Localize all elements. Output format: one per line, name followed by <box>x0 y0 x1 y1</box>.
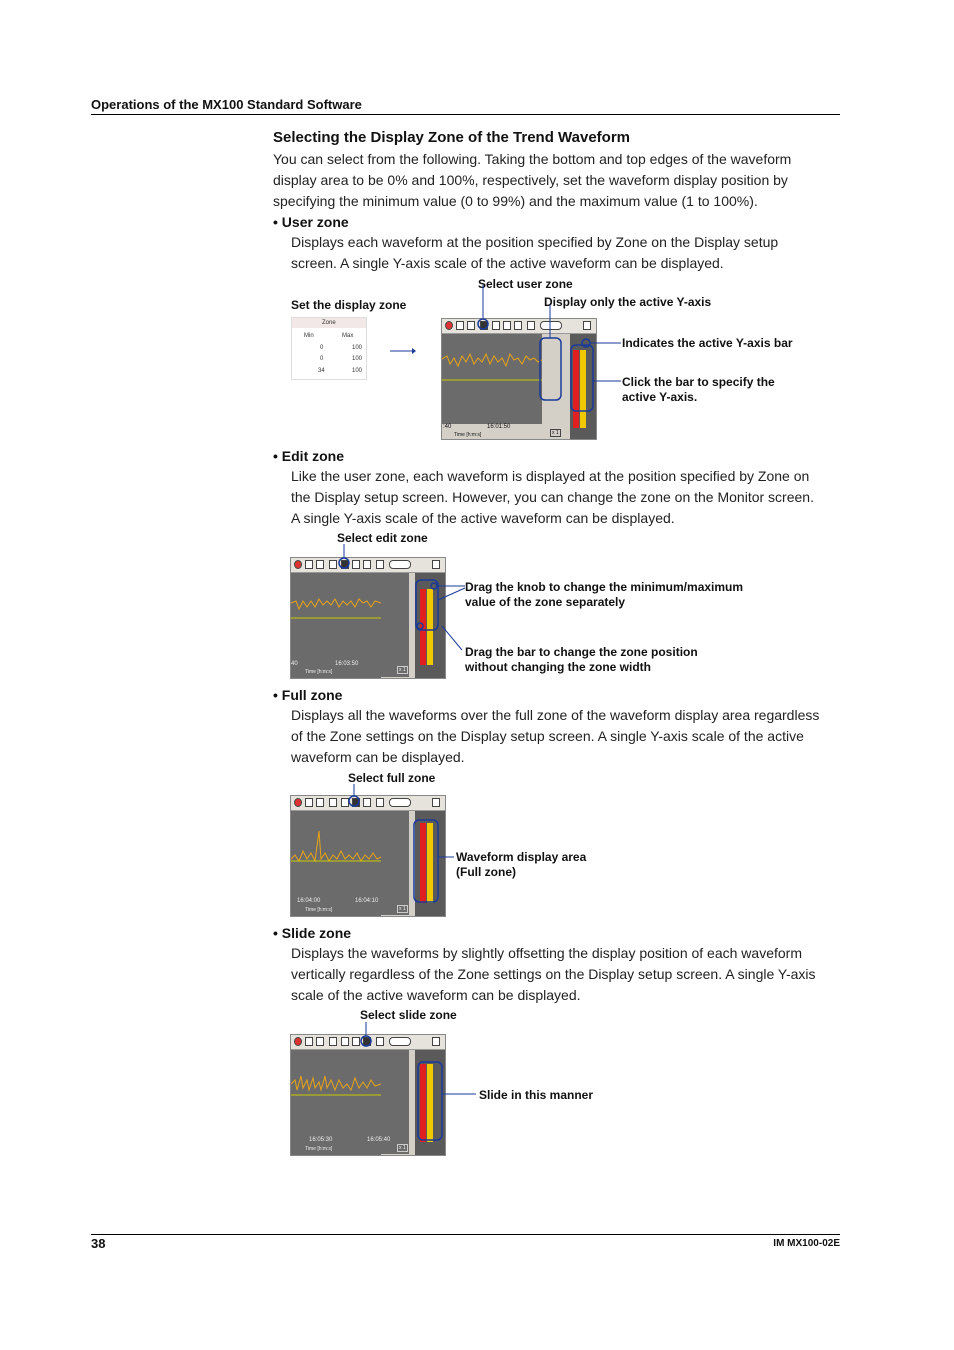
callout-line: without changing the zone width <box>465 660 651 674</box>
edit-zone-paragraph <box>291 466 814 529</box>
callout-drag-bar <box>465 645 698 675</box>
user-zone-icon[interactable] <box>329 1037 337 1046</box>
time-label: Time [h:m:s] <box>305 1146 333 1152</box>
running-header: Operations of the MX100 Standard Software <box>91 97 362 112</box>
zone-cell[interactable]: 0 <box>320 345 324 351</box>
time-label: Time [h:m:s] <box>454 432 482 438</box>
callout-set-display-zone: Set the display zone <box>291 298 407 312</box>
zone-cell[interactable]: 0 <box>320 356 324 362</box>
user-zone-paragraph <box>291 232 778 274</box>
edit-zone-line: the Display setup screen. However, you can change the zone on the Monitor screen. <box>291 489 814 505</box>
zone-col-min: Min <box>304 333 314 339</box>
scale-indicator: x 1 <box>399 906 406 912</box>
callout-drag-knob <box>465 580 743 610</box>
full-zone-line: Displays all the waveforms over the full zone of the waveform display area regardless <box>291 707 820 723</box>
record-icon[interactable] <box>294 1037 302 1046</box>
zone-col-max: Max <box>342 333 354 339</box>
callout-line: Waveform display area <box>456 850 587 864</box>
callout-click-bar <box>622 375 775 405</box>
time-tick: 16:04:00 <box>297 898 321 904</box>
callout-line: (Full zone) <box>456 865 516 879</box>
zone-cell[interactable]: 100 <box>352 345 363 351</box>
edit-zone-callout-lines <box>330 540 470 660</box>
scale-indicator: x 1 <box>399 1145 406 1151</box>
edit-zone-line: A single Y-axis scale of the active waveform can be displayed. <box>291 510 675 526</box>
section-title: Selecting the Display Zone of the Trend Waveform <box>273 129 631 146</box>
intro-paragraph <box>273 149 791 212</box>
header-rule <box>91 114 840 115</box>
callout-line: value of the zone separately <box>465 595 626 609</box>
callout-select-edit-zone: Select edit zone <box>337 531 428 545</box>
slide-zone-paragraph <box>291 943 816 1006</box>
callout-line: Drag the knob to change the minimum/maximum <box>465 580 744 594</box>
edit-zone-line: Like the user zone, each waveform is displayed at the position specified by Zone on <box>291 468 810 484</box>
callout-select-full-zone: Select full zone <box>348 771 436 785</box>
slide-zone-heading: • Slide zone <box>273 925 352 941</box>
full-zone-callout-lines <box>330 780 470 900</box>
callout-indicates-active-bar: Indicates the active Y-axis bar <box>622 336 793 350</box>
time-tick: 16:01:50 <box>487 424 511 430</box>
scale-indicator: x 1 <box>552 430 559 436</box>
time-tick: 16:04:10 <box>355 898 379 904</box>
zoom-out-icon[interactable] <box>316 1037 324 1046</box>
time-axis <box>442 424 542 439</box>
time-tick: :40 <box>443 424 452 430</box>
zoom-in-icon[interactable] <box>305 560 313 569</box>
slide-zone-line: scale of the active waveform can be displayed. <box>291 987 581 1003</box>
callout-select-user-zone: Select user zone <box>478 277 573 291</box>
user-zone-line: screen. A single Y-axis scale of the active waveform can be displayed. <box>291 255 724 271</box>
slide-zone-callout-lines <box>340 1018 490 1118</box>
full-zone-heading: • Full zone <box>273 687 343 703</box>
time-tick: 16:03:50 <box>335 661 359 667</box>
callout-slide-manner: Slide in this manner <box>479 1088 594 1102</box>
callout-line: active Y-axis. <box>622 390 698 404</box>
slide-zone-line: Displays the waveforms by slightly offsetting the display position of each waveform <box>291 945 802 961</box>
time-tick: 40 <box>291 661 298 667</box>
user-zone-heading: • User zone <box>273 214 349 230</box>
full-zone-paragraph <box>291 705 819 768</box>
time-label: Time [h:m:s] <box>305 907 333 913</box>
zone-cell[interactable]: 34 <box>318 368 325 374</box>
callout-line: Click the bar to specify the <box>622 375 775 389</box>
footer-rule <box>91 1234 840 1235</box>
callout-select-slide-zone: Select slide zone <box>360 1008 457 1022</box>
page-number: 38 <box>91 1236 106 1251</box>
zoom-out-icon[interactable] <box>316 560 324 569</box>
intro-line: display area to be 0% and 100%, respectively, set the waveform display position by <box>273 172 788 188</box>
time-label: Time [h:m:s] <box>305 669 333 675</box>
arrow-right-icon <box>390 346 416 356</box>
zoom-in-icon[interactable] <box>305 1037 313 1046</box>
callout-waveform-area <box>456 850 586 880</box>
time-tick: 16:05:40 <box>367 1137 391 1143</box>
time-axis <box>291 661 381 678</box>
edit-zone-heading: • Edit zone <box>273 448 345 464</box>
zone-cell[interactable]: 100 <box>352 368 363 374</box>
callout-line: Drag the bar to change the zone position <box>465 645 698 659</box>
document-id: IM MX100-02E <box>773 1238 840 1249</box>
full-zone-line: of the Zone settings on the Display setup screen. A single Y-axis scale of the active <box>291 728 804 744</box>
callout-display-active-axis: Display only the active Y-axis <box>544 295 712 309</box>
time-tick: 16:05:30 <box>309 1137 333 1143</box>
zone-settings-table <box>291 317 367 380</box>
zoom-out-icon[interactable] <box>316 798 324 807</box>
zone-cell[interactable]: 100 <box>352 356 363 362</box>
slide-zone-line: vertically regardless of the Zone settings on the Display setup screen. A single Y-axis <box>291 966 816 982</box>
record-icon[interactable] <box>294 798 302 807</box>
record-icon[interactable] <box>294 560 302 569</box>
scale-indicator: x 1 <box>399 667 406 673</box>
user-zone-line: Displays each waveform at the position specified by Zone on the Display setup <box>291 234 779 250</box>
full-zone-line: waveform can be displayed. <box>291 749 465 765</box>
user-zone-callout-lines <box>441 285 641 405</box>
zoom-in-icon[interactable] <box>305 798 313 807</box>
time-axis <box>291 1136 391 1155</box>
zone-header: Zone <box>322 320 336 326</box>
intro-line: You can select from the following. Taking the bottom and top edges of the waveform <box>273 151 792 167</box>
intro-line: specifying the minimum value (0 to 99%) and the maximum value (1 to 100%). <box>273 193 758 209</box>
